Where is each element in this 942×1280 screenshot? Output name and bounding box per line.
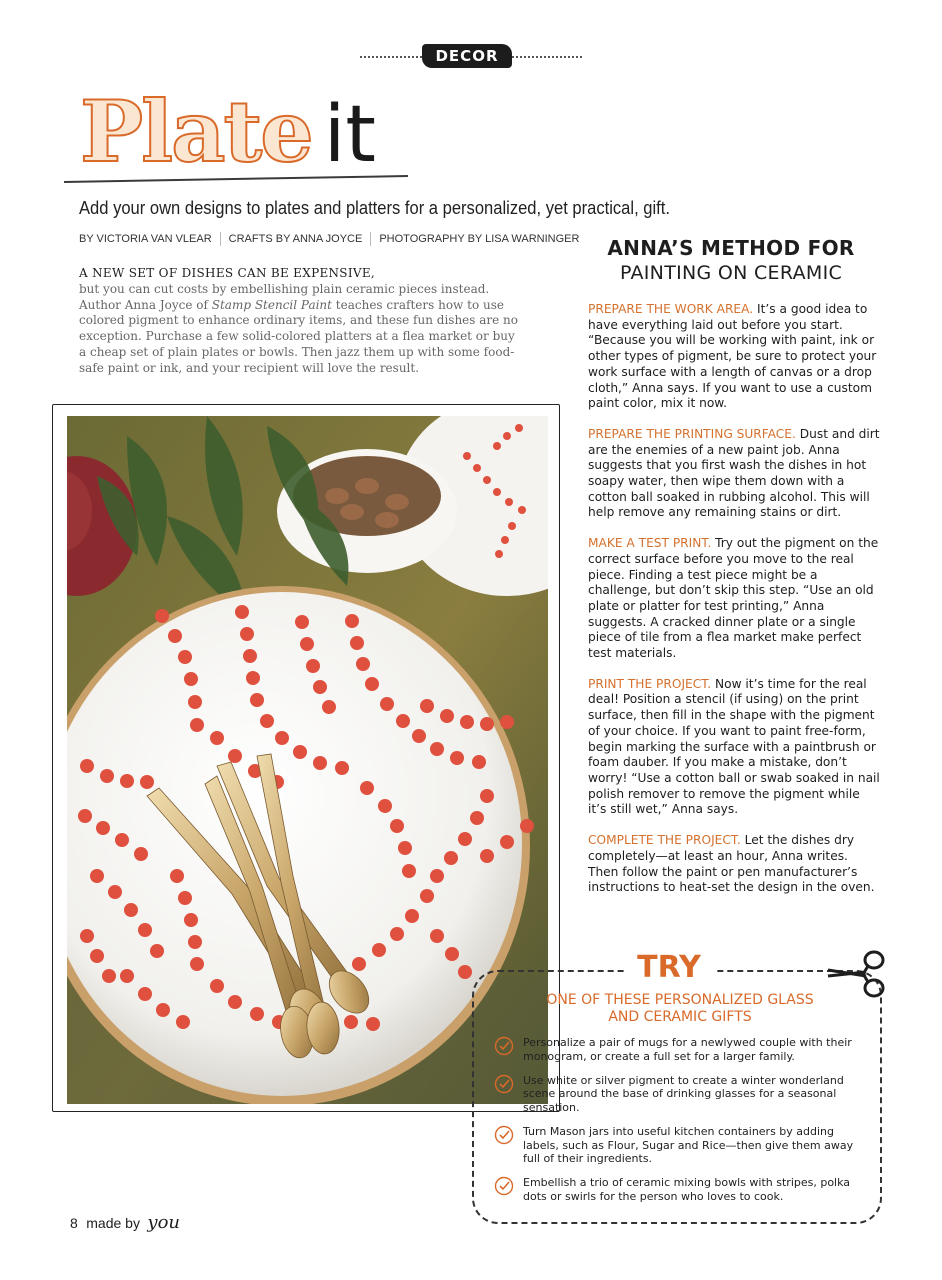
try-item [494,1074,854,1115]
section-label: DECOR [422,44,512,68]
check-icon [494,1176,514,1196]
method-step-lead: MAKE A TEST PRINT. [588,536,712,551]
try-subtitle-line-2: AND CERAMIC GIFTS [608,1009,752,1025]
intro-paragraph [79,266,524,377]
try-item-text: Personalize a pair of mugs for a newlywed couple with their monogram, or create a full set for a larger family. [523,1036,852,1063]
try-item-text: Turn Mason jars into useful kitchen containers by adding labels, such as Flour, Sugar and Rice—then give them away full of their ingredients. [523,1124,854,1166]
try-title: TRY [637,950,701,985]
check-icon [494,1074,514,1094]
try-subtitle [520,992,840,1026]
check-icon [494,1125,514,1145]
method-heading [588,236,874,284]
try-item [494,1125,854,1166]
method-step-text: Let the dishes dry completely—at least an hour, Anna writes. Then follow the paint or pen manufacturer’s instructions to heat-set the design in the oven. [588,833,875,895]
page-footer [70,1212,180,1233]
method-step-text: Try out the pigment on the correct surface before you move to the real piece. Finding a test piece might be a challenge, but don’t skip this step. “Use an old plate or platter for test printing,” Anna suggests. A cracked dinner plate or a single piece of tile from a flea market make perfect test materials. [588,536,879,661]
article-deck: Add your own designs to plates and platters for a personalized, yet practical, gift. [79,198,670,218]
method-step-lead: PRINT THE PROJECT. [588,676,712,691]
title-word-plate: Plate [80,82,312,181]
credit-author: BY VICTORIA VAN VLEAR [79,233,212,245]
method-step-lead: PREPARE THE WORK AREA. [588,302,754,316]
check-icon [494,1036,514,1056]
intro-book-title: Stamp Stencil Paint [211,297,332,312]
try-item [494,1176,854,1203]
footer-brand-you: you [147,1212,181,1233]
try-item-text: Use white or silver pigment to create a winter wonderland scene around the base of drinking glasses for a seasonal sensation. [523,1073,844,1114]
title-word-it: it [323,90,377,180]
try-item-text: Embellish a trio of ceramic mixing bowls with stripes, polka dots or swirls for the person who loves to cook. [523,1176,851,1203]
method-step [588,427,880,521]
method-heading-line-2: PAINTING ON CERAMIC [619,262,843,284]
method-step-text: Dust and dirt are the enemies of a new paint job. Anna suggests that you first wash the dishes in hot soapy water, then wipe them down with a cotton ball soaked in rubbing alcohol. This will help remove any remaining stains or dirt. [588,426,880,520]
method-step-lead: COMPLETE THE PROJECT. [588,833,741,848]
section-rule-left [360,56,422,58]
page-number: 8 [70,1215,78,1231]
footer-brand: made by [86,1215,140,1231]
method-step-text: It’s a good idea to have everything laid out before you start. “Because you will be working with paint, ink or other types of pigment, be sure to protect your work surface with a length of canvas or a drop cloth,” Anna says. If you want to use a custom paint color, mix it now. [588,302,877,411]
credit-photography: PHOTOGRAPHY BY LISA WARNINGER [370,232,587,246]
method-step [588,833,880,896]
method-step-text: Now it’s time for the real deal! Position a stencil (if using) on the print surface, then fill in the shape with the pigment of your choice. If you want to paint free-form, begin marking the surface with a paintbrush or foam dauber. If you make a mistake, don’t worry! “Use a cotton ball or swab soaked in nail polish remover to remove the pigment while it’s still wet,” Anna says. [588,676,880,817]
method-heading-line-1: ANNA’S METHOD FOR [607,236,855,260]
section-rule-right [512,56,582,58]
method-step [588,677,880,818]
method-step [588,302,880,412]
credit-crafts: CRAFTS BY ANNA JOYCE [220,232,371,246]
credits [79,232,587,246]
try-subtitle-line-1: ONE OF THESE PERSONALIZED GLASS [546,992,814,1008]
article-title [80,82,376,182]
method-step [588,536,880,662]
try-item [494,1036,854,1063]
intro-lead: A NEW SET OF DISHES CAN BE EXPENSIVE, [79,266,375,280]
method-steps [588,302,880,911]
method-step-lead: PREPARE THE PRINTING SURFACE. [588,426,796,441]
try-list [494,1036,854,1214]
intro-text-1: but you can cut costs by embellishing plain ceramic pieces instead. Author Anna Joyce of [79,281,490,312]
section-tag [360,42,582,72]
intro-text-2: teaches crafters how to use colored pigment to enhance ordinary items, and these fun dishes are no exception. Purchase a few solid-colored platters at a flea market or buy a cheap set of plain plates or bowls. Then jazz them up with some food-safe paint or ink, and your recipient will love the result. [79,297,519,375]
